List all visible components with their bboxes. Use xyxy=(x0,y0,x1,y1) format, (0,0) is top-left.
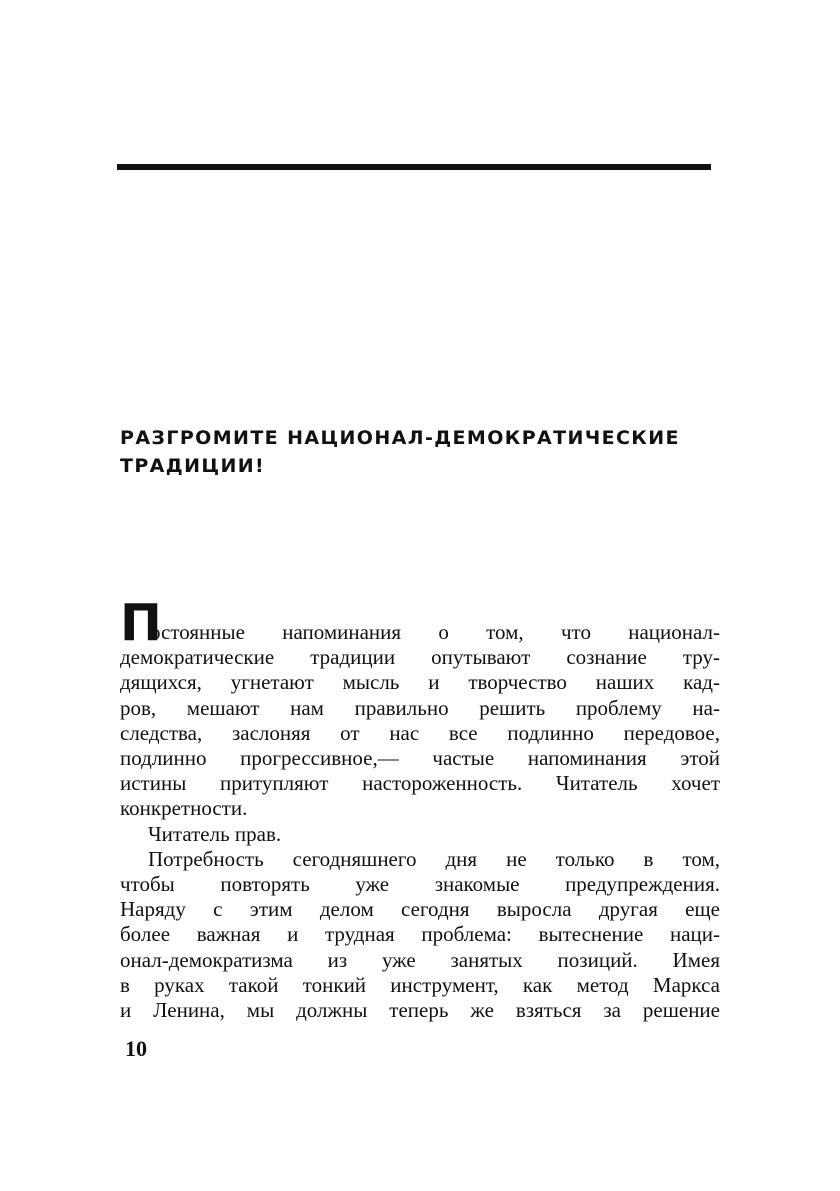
text-line: Потребность сегодняшнего дня не только в том, xyxy=(148,846,720,871)
drop-cap: П xyxy=(120,593,162,653)
text-line: онал-демократизма из уже занятых позиций. Имея xyxy=(120,947,720,972)
paragraph-3 xyxy=(120,847,720,1023)
text-line: дящихся, угнетают мысль и творчество наших кад- xyxy=(120,670,720,695)
chapter-title xyxy=(120,424,720,480)
text-line: чтобы повторять уже знакомые предупреждения. xyxy=(120,872,720,897)
chapter-title-line-1: РАЗГРОМИТЕ НАЦИОНАЛ-ДЕМОКРАТИЧЕСКИЕ xyxy=(120,427,680,449)
paragraph-1 xyxy=(120,593,720,822)
chapter-title-line-2: ТРАДИЦИИ! xyxy=(120,455,266,477)
top-rule xyxy=(117,164,711,170)
text-line: и Ленина, мы должны теперь же взяться за решение xyxy=(120,998,720,1023)
body-text xyxy=(120,593,720,1023)
text-line: ров, мешают нам правильно решить проблему на- xyxy=(120,695,720,720)
text-line: более важная и трудная проблема: вытеснение наци- xyxy=(120,922,720,947)
text-line: демократические традиции опутывают сознание тру- xyxy=(120,645,720,670)
text-line: Наряду с этим делом сегодня выросла другая еще xyxy=(120,897,720,922)
text-line: конкретности. xyxy=(120,796,248,821)
text-line: Читатель прав. xyxy=(148,821,282,846)
text-line: подлинно прогрессивное,— частые напоминания этой xyxy=(120,746,720,771)
text-line: в руках такой тонкий инструмент, как метод Маркса xyxy=(120,972,720,997)
text-line: следства, заслоняя от нас все подлинно передовое, xyxy=(120,720,720,745)
page-number: 10 xyxy=(125,1036,147,1061)
paragraph-2 xyxy=(120,822,720,847)
text-line: истины притупляют настороженность. Читатель хочет xyxy=(120,771,720,796)
text-line: остоянные напоминания о том, что национал- xyxy=(150,620,720,644)
